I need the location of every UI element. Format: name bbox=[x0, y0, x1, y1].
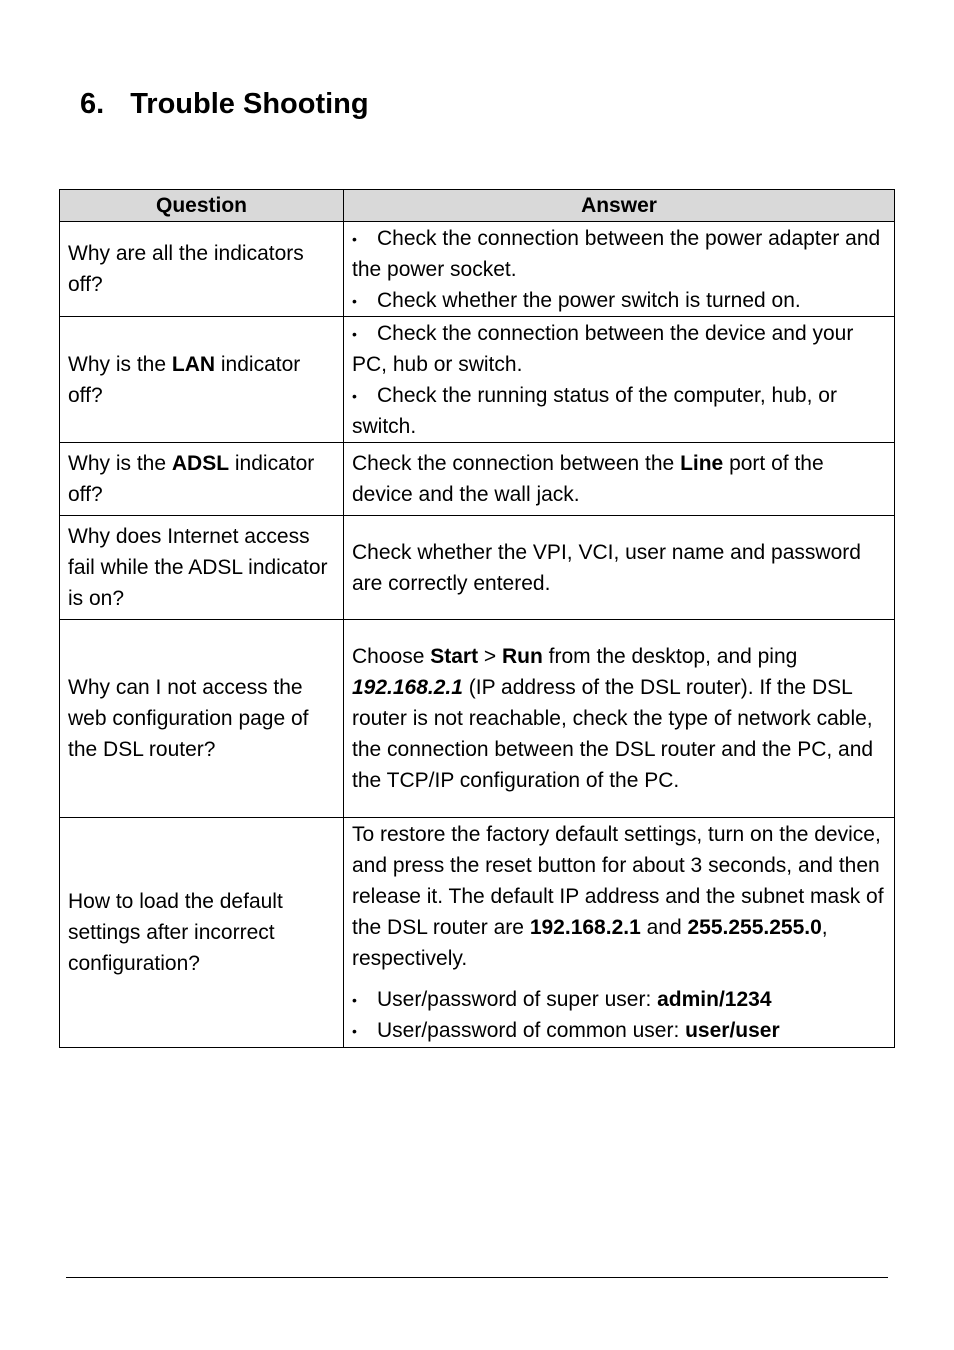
question-text: Why are all the indicators off? bbox=[68, 242, 304, 296]
answer-bullet: • User/password of common user: user/user bbox=[352, 1019, 780, 1042]
table-row bbox=[60, 620, 895, 818]
question-cell: Why is the ADSL indicator off? bbox=[60, 443, 344, 516]
answer-cell: Choose Start > Run from the desktop, and ping 192.168.2.1 (IP address of the DSL router). If the DSL router is not reachable, check the type of network cable, the connection between the DSL router and the PC, and the TCP/IP configuration of the PC. bbox=[344, 620, 895, 818]
table-row bbox=[60, 317, 895, 443]
question-cell: Why is the LAN indicator off? bbox=[60, 317, 344, 443]
answer-bullet: • User/password of super user: admin/1234 bbox=[352, 988, 772, 1011]
troubleshooting-table bbox=[59, 189, 895, 1048]
answer-bullet: • Check the running status of the computer, hub, or switch. bbox=[352, 383, 837, 438]
answer-cell bbox=[344, 818, 895, 1048]
bullet-icon: • bbox=[352, 325, 357, 342]
question-keyword: LAN bbox=[171, 352, 216, 376]
question-cell: How to load the default settings after incorrect configuration? bbox=[60, 818, 344, 1048]
table-row bbox=[60, 443, 895, 516]
answer-bullet: • Check the connection between the power adapter and the power socket. bbox=[352, 226, 881, 281]
start-keyword: Start bbox=[430, 645, 479, 668]
question-column-header: Question bbox=[60, 190, 344, 222]
question-cell bbox=[60, 222, 344, 317]
table-header-row bbox=[60, 190, 895, 222]
bullet-icon: • bbox=[352, 992, 357, 1009]
bullet-icon: • bbox=[352, 230, 357, 247]
answer-paragraph: To restore the factory default settings, turn on the device, and press the reset button for about 3 seconds, and then release it. The default IP address and the subnet mask of the DSL router are 192.168.2.1 and 255.255.255.0, respectively. bbox=[352, 823, 884, 970]
answer-bullet: • Check the connection between the device and your PC, hub or switch. bbox=[352, 321, 854, 376]
answer-bullet: • Check whether the power switch is turned on. bbox=[352, 288, 801, 312]
table-row bbox=[60, 818, 895, 1048]
default-ip: 192.168.2.1 bbox=[529, 916, 641, 939]
common-user-credentials: user/user bbox=[685, 1019, 780, 1042]
default-subnet-mask: 255.255.255.0 bbox=[687, 916, 822, 939]
question-cell: Why can I not access the web configuration page of the DSL router? bbox=[60, 620, 344, 818]
answer-column-header: Answer bbox=[344, 190, 895, 222]
run-keyword: Run bbox=[502, 645, 543, 668]
answer-cell: Check the connection between the Line port of the device and the wall jack. bbox=[344, 443, 895, 516]
ip-address: 192.168.2.1 bbox=[352, 676, 463, 699]
answer-cell bbox=[344, 222, 895, 317]
answer-keyword: Line bbox=[680, 452, 724, 475]
section-title: Trouble Shooting bbox=[130, 88, 369, 120]
answer-cell: Check whether the VPI, VCI, user name and password are correctly entered. bbox=[344, 516, 895, 620]
answer-cell bbox=[344, 317, 895, 443]
section-heading bbox=[80, 88, 369, 121]
question-keyword: ADSL bbox=[171, 452, 230, 475]
super-user-credentials: admin/1234 bbox=[657, 988, 772, 1011]
footer-divider bbox=[66, 1277, 888, 1278]
bullet-icon: • bbox=[352, 387, 357, 404]
section-number: 6. bbox=[80, 88, 105, 120]
table-row bbox=[60, 516, 895, 620]
question-cell: Why does Internet access fail while the ADSL indicator is on? bbox=[60, 516, 344, 620]
bullet-icon: • bbox=[352, 292, 357, 309]
bullet-icon: • bbox=[352, 1023, 357, 1040]
table-row bbox=[60, 222, 895, 317]
